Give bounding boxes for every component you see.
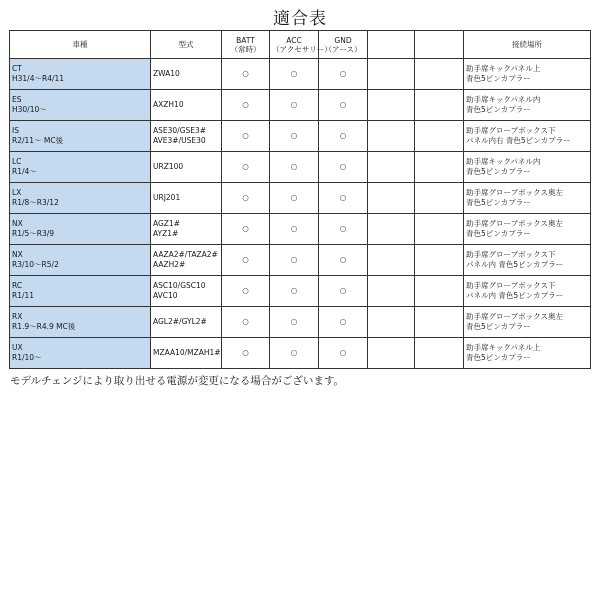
header-model: 車種 [10, 31, 151, 59]
cell-acc: ○ [270, 90, 319, 121]
model-name: LX [12, 188, 22, 197]
cell-model [10, 152, 151, 183]
cell-acc: ○ [270, 245, 319, 276]
model-years: R1/5〜R3/9 [12, 229, 55, 238]
cell-location [464, 307, 591, 338]
cell-gnd: ○ [319, 338, 368, 369]
cell-location [464, 276, 591, 307]
location-line-2: 青色5ピンカプラー [466, 322, 531, 331]
header-location: 接続場所 [464, 31, 591, 59]
table-row [10, 307, 591, 338]
cell-location [464, 152, 591, 183]
cell-model [10, 338, 151, 369]
cell-blank-2 [415, 245, 464, 276]
cell-gnd: ○ [319, 214, 368, 245]
cell-location [464, 214, 591, 245]
table-row [10, 245, 591, 276]
cell-gnd: ○ [319, 276, 368, 307]
table-header-row [10, 31, 591, 59]
location-line-1: 助手席グローブボックス下 [466, 126, 556, 135]
cell-batt: ○ [222, 245, 270, 276]
cell-code [151, 276, 222, 307]
code-line-2: AVC10 [153, 291, 178, 300]
cell-code [151, 338, 222, 369]
cell-gnd: ○ [319, 90, 368, 121]
model-years: R3/10〜R5/2 [12, 260, 59, 269]
cell-location [464, 338, 591, 369]
header-batt-sub: （常時） [230, 44, 261, 54]
cell-blank-1 [368, 183, 415, 214]
cell-code [151, 214, 222, 245]
cell-blank-1 [368, 338, 415, 369]
location-line-1: 助手席グローブボックス下 [466, 281, 556, 290]
code-line-1: URJ201 [153, 193, 181, 202]
cell-blank-1 [368, 59, 415, 90]
cell-gnd: ○ [319, 121, 368, 152]
header-gnd-sub: （アース） [324, 44, 362, 54]
code-line-2: AAZH2# [153, 260, 186, 269]
location-line-1: 助手席キックパネル上 [466, 64, 541, 73]
model-years: R1/10〜 [12, 353, 42, 362]
model-years: R1/4〜 [12, 167, 37, 176]
model-name: NX [12, 219, 23, 228]
cell-gnd: ○ [319, 152, 368, 183]
footnote: モデルチェンジにより取り出せる電源が変更になる場合がございます。 [10, 375, 345, 387]
header-gnd [319, 31, 368, 59]
table-body [10, 59, 591, 369]
cell-acc: ○ [270, 276, 319, 307]
header-batt-label: BATT [236, 35, 255, 45]
model-name: RC [12, 281, 23, 290]
location-line-1: 助手席キックパネル内 [466, 157, 541, 166]
cell-code [151, 59, 222, 90]
location-line-2: 青色5ピンカプラー [466, 229, 531, 238]
cell-model [10, 214, 151, 245]
code-line-1: ASE30/GSE3# [153, 126, 207, 135]
cell-acc: ○ [270, 183, 319, 214]
cell-model [10, 245, 151, 276]
location-line-2: パネル内 青色5ピンカプラー [466, 260, 564, 269]
location-line-2: 青色5ピンカプラー [466, 105, 531, 114]
cell-model [10, 121, 151, 152]
cell-blank-1 [368, 90, 415, 121]
cell-location [464, 59, 591, 90]
cell-blank-2 [415, 307, 464, 338]
code-line-1: AAZA2#/TAZA2# [153, 250, 218, 259]
cell-blank-1 [368, 214, 415, 245]
code-line-2: AVE3#/USE30 [153, 136, 206, 145]
cell-batt: ○ [222, 90, 270, 121]
cell-batt: ○ [222, 307, 270, 338]
cell-code [151, 90, 222, 121]
cell-acc: ○ [270, 307, 319, 338]
cell-blank-2 [415, 214, 464, 245]
location-line-2: パネル内右 青色5ピンカプラー [466, 136, 571, 145]
cell-batt: ○ [222, 338, 270, 369]
header-code: 型式 [151, 31, 222, 59]
location-line-1: 助手席グローブボックス奥左 [466, 219, 564, 228]
model-years: R1/11 [12, 291, 35, 300]
cell-code [151, 121, 222, 152]
cell-model [10, 59, 151, 90]
header-gnd-label: GND [334, 35, 352, 45]
model-years: R2/11〜 MC後 [12, 136, 64, 145]
header-acc-sub: （アクセサリー） [272, 44, 332, 54]
page-title: 適合表 [273, 9, 327, 29]
model-name: ES [12, 95, 22, 104]
header-batt [222, 31, 270, 59]
location-line-1: 助手席グローブボックス下 [466, 250, 556, 259]
cell-gnd: ○ [319, 307, 368, 338]
compatibility-table [9, 30, 591, 369]
model-name: UX [12, 343, 23, 352]
location-line-2: 青色5ピンカプラー [466, 167, 531, 176]
cell-batt: ○ [222, 276, 270, 307]
location-line-2: パネル内 青色5ピンカプラー [466, 291, 564, 300]
table-row [10, 90, 591, 121]
cell-code [151, 307, 222, 338]
cell-location [464, 121, 591, 152]
cell-gnd: ○ [319, 59, 368, 90]
location-line-1: 助手席グローブボックス奥左 [466, 188, 564, 197]
location-line-1: 助手席グローブボックス奥左 [466, 312, 564, 321]
cell-model [10, 307, 151, 338]
table-row [10, 276, 591, 307]
model-name: LC [12, 157, 22, 166]
cell-blank-2 [415, 276, 464, 307]
code-line-1: AXZH10 [153, 100, 184, 109]
cell-location [464, 183, 591, 214]
location-line-1: 助手席キックパネル内 [466, 95, 541, 104]
cell-batt: ○ [222, 214, 270, 245]
table-row [10, 121, 591, 152]
cell-blank-2 [415, 152, 464, 183]
model-years: H31/4〜R4/11 [12, 74, 65, 83]
cell-blank-1 [368, 307, 415, 338]
code-line-1: URZ100 [153, 162, 184, 171]
cell-acc: ○ [270, 338, 319, 369]
cell-blank-1 [368, 121, 415, 152]
location-line-2: 青色5ピンカプラー [466, 353, 531, 362]
cell-blank-2 [415, 183, 464, 214]
cell-code [151, 183, 222, 214]
table-row [10, 152, 591, 183]
model-years: R1.9〜R4.9 MC後 [12, 322, 76, 331]
model-name: NX [12, 250, 23, 259]
cell-blank-2 [415, 121, 464, 152]
cell-acc: ○ [270, 214, 319, 245]
code-line-1: ASC10/GSC10 [153, 281, 206, 290]
location-line-2: 青色5ピンカプラー [466, 74, 531, 83]
location-line-1: 助手席キックパネル上 [466, 343, 541, 352]
code-line-1: ZWA10 [153, 69, 180, 78]
model-years: H30/10〜 [12, 105, 47, 114]
cell-location [464, 245, 591, 276]
cell-acc: ○ [270, 152, 319, 183]
cell-code [151, 245, 222, 276]
model-name: IS [12, 126, 19, 135]
table-row [10, 59, 591, 90]
table-row [10, 214, 591, 245]
header-acc [270, 31, 332, 59]
model-name: CT [12, 64, 22, 73]
cell-blank-2 [415, 59, 464, 90]
model-name: RX [12, 312, 23, 321]
header-blank-1 [368, 31, 415, 59]
code-line-1: AGL2#/GYL2# [153, 317, 207, 326]
table-row [10, 338, 591, 369]
cell-model [10, 183, 151, 214]
cell-blank-1 [368, 245, 415, 276]
cell-blank-2 [415, 338, 464, 369]
table-row [10, 183, 591, 214]
code-line-1: MZAA10/MZAH1# [153, 348, 221, 357]
cell-batt: ○ [222, 183, 270, 214]
cell-acc: ○ [270, 121, 319, 152]
cell-code [151, 152, 222, 183]
cell-gnd: ○ [319, 245, 368, 276]
cell-model [10, 90, 151, 121]
cell-model [10, 276, 151, 307]
location-line-2: 青色5ピンカプラー [466, 198, 531, 207]
cell-gnd: ○ [319, 183, 368, 214]
code-line-1: AGZ1# [153, 219, 181, 228]
cell-batt: ○ [222, 59, 270, 90]
cell-batt: ○ [222, 152, 270, 183]
cell-location [464, 90, 591, 121]
header-acc-label: ACC [286, 35, 302, 45]
cell-blank-1 [368, 152, 415, 183]
cell-blank-2 [415, 90, 464, 121]
model-years: R1/8〜R3/12 [12, 198, 59, 207]
code-line-2: AYZ1# [153, 229, 179, 238]
cell-blank-1 [368, 276, 415, 307]
header-blank-2 [415, 31, 464, 59]
cell-batt: ○ [222, 121, 270, 152]
cell-acc: ○ [270, 59, 319, 90]
